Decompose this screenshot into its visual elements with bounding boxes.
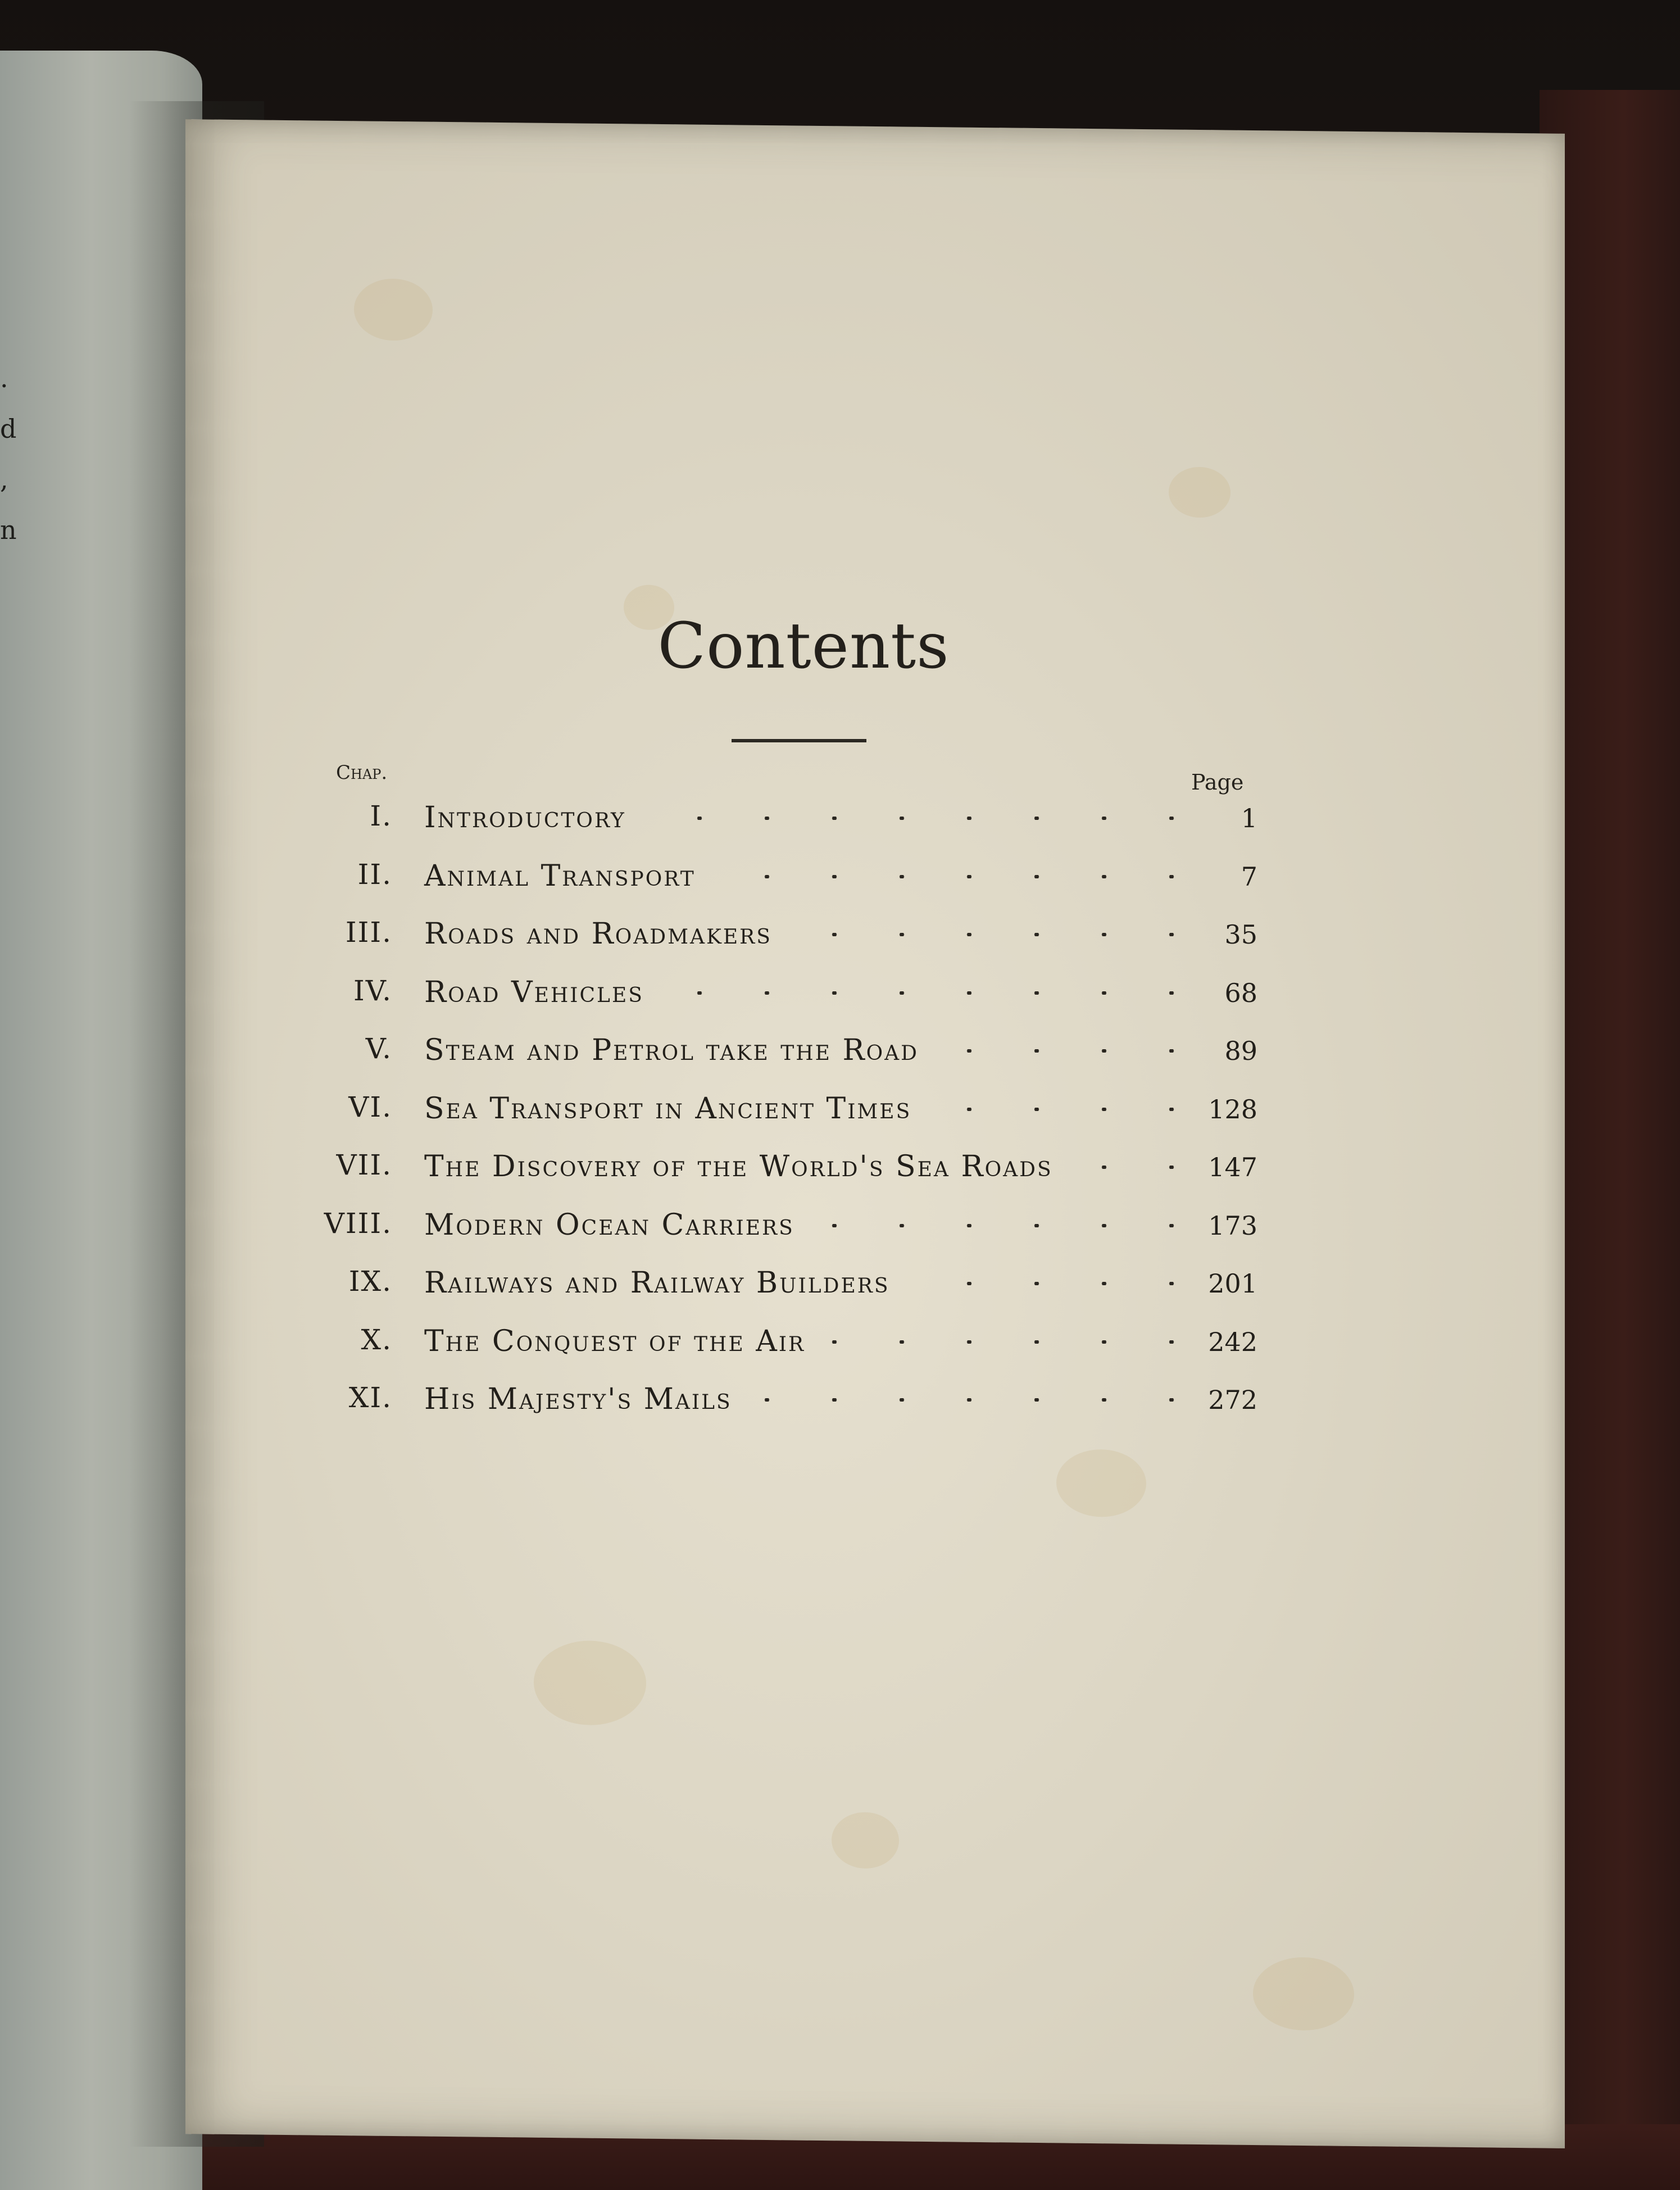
page-number: 35 <box>1224 919 1257 950</box>
page-column-header: Page <box>1191 770 1244 795</box>
toc-entry <box>303 1022 1259 1081</box>
page-number: 1 <box>1241 803 1257 833</box>
toc-entry <box>303 1255 1259 1313</box>
chapter-column-header: Chap. <box>336 761 388 784</box>
chapter-number: VII. <box>336 1149 392 1181</box>
page-number: 242 <box>1208 1326 1257 1357</box>
toc-entry <box>303 1313 1259 1372</box>
chapter-number: I. <box>370 800 392 832</box>
chapter-title: Modern Ocean Carriers <box>424 1208 794 1242</box>
chapter-title: The Discovery of the World's Sea Roads <box>424 1150 1053 1184</box>
chapter-title: The Conquest of the Air <box>424 1324 806 1358</box>
toc-entry <box>303 906 1259 964</box>
dot-leader <box>822 1340 1205 1344</box>
page-number: 272 <box>1208 1385 1257 1415</box>
page-number: 173 <box>1208 1210 1257 1241</box>
page-number: 147 <box>1208 1152 1257 1182</box>
chapter-title: Introductory <box>424 801 626 835</box>
dot-leader <box>712 875 1205 878</box>
previous-page-text-fragments <box>0 365 22 568</box>
chapter-number: IX. <box>348 1265 392 1298</box>
chapter-number: VIII. <box>324 1207 392 1240</box>
dot-leader <box>789 933 1205 936</box>
page-number: 201 <box>1208 1268 1257 1299</box>
page-number: 128 <box>1208 1094 1257 1125</box>
fragment: , <box>0 464 8 495</box>
toc-entry <box>303 964 1259 1023</box>
chapter-title: Railways and Railway Builders <box>424 1266 890 1300</box>
dot-leader <box>661 991 1205 995</box>
page-number: 7 <box>1241 861 1257 892</box>
chapter-title: Sea Transport in Ancient Times <box>424 1091 912 1126</box>
chapter-number: II. <box>357 858 392 891</box>
dot-leader <box>1070 1166 1205 1169</box>
dot-leader <box>643 817 1205 820</box>
chapter-title: Steam and Petrol take the Road <box>424 1033 919 1067</box>
toc-entry <box>303 1197 1259 1255</box>
foxing-spot <box>354 278 433 341</box>
dot-leader <box>928 1108 1205 1111</box>
foxing-spot <box>1253 1957 1354 2031</box>
foxing-spot <box>534 1640 646 1726</box>
toc-entry <box>303 790 1259 848</box>
toc-entry <box>303 1081 1259 1139</box>
dot-leader <box>749 1398 1205 1402</box>
chapter-number: VI. <box>348 1090 392 1123</box>
chapter-title: Animal Transport <box>424 859 696 893</box>
fragment: n <box>0 515 17 545</box>
toc-entry <box>303 1371 1259 1430</box>
page-number: 89 <box>1224 1036 1257 1066</box>
chapter-title: Roads and Roadmakers <box>424 917 772 951</box>
chapter-number: V. <box>365 1032 392 1065</box>
chapter-number: IV. <box>353 974 392 1007</box>
chapter-title: His Majesty's Mails <box>424 1382 732 1416</box>
foxing-spot <box>1056 1449 1146 1517</box>
toc-entry <box>303 1139 1259 1197</box>
toc-entry <box>303 848 1259 906</box>
chapter-number: X. <box>361 1323 392 1356</box>
chapter-number: XI. <box>348 1381 392 1414</box>
dot-leader <box>907 1282 1205 1285</box>
table-of-contents <box>303 790 1259 1430</box>
chapter-title: Road Vehicles <box>424 975 644 1009</box>
chapter-number: III. <box>345 916 392 949</box>
foxing-spot <box>1169 466 1231 518</box>
fragment: d <box>0 414 17 444</box>
dot-leader <box>811 1224 1205 1227</box>
dot-leader <box>936 1049 1205 1053</box>
foxing-spot <box>832 1812 899 1869</box>
page-number: 68 <box>1224 977 1257 1008</box>
title-rule <box>732 739 866 742</box>
fragment: . <box>0 363 8 393</box>
page-title: Contents <box>657 610 950 683</box>
